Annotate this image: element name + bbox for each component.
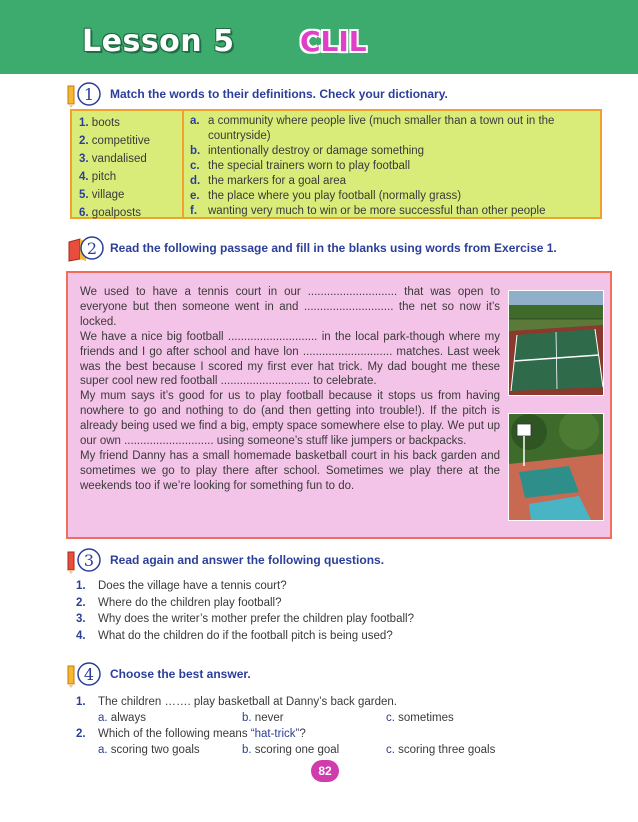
word-list: [79, 114, 150, 222]
definition-item: d. the markers for a goal area: [190, 175, 347, 187]
reading-passage: [80, 285, 500, 494]
mcq-options: [76, 742, 596, 758]
subject-title: CLIL: [300, 25, 367, 58]
question-item: 2. Where do the children play football?: [76, 596, 282, 609]
book-number-icon: [66, 234, 106, 262]
question-item: 3. Why does the writer’s mother prefer the children play football?: [76, 613, 414, 625]
exercise-4-heading: [66, 660, 251, 688]
definition-list: [190, 114, 598, 219]
word-item: 5. village: [79, 189, 125, 201]
exercise-number: 4: [83, 665, 95, 684]
exercise-instruction: Match the words to their definitions. Check your dictionary.: [110, 87, 448, 101]
question-item: 4. What do the children do if the football pitch is being used?: [76, 629, 393, 642]
definition-item: f. wanting very much to win or be more successful than other people: [190, 205, 546, 217]
definition-item: e. the place where you play football (normally grass): [190, 190, 462, 202]
tennis-court-photo: [508, 290, 604, 396]
word-item: 6. goalposts: [79, 207, 142, 219]
exercise-instruction: Choose the best answer.: [110, 667, 251, 681]
exercise-instruction: Read again and answer the following questions.: [110, 553, 385, 567]
option-a[interactable]: a. scoring two goals: [98, 744, 200, 756]
pencil-number-icon: [66, 80, 106, 108]
mcq-options: [76, 710, 596, 726]
reading-passage-box: [66, 271, 612, 539]
passage-paragraph: We used to have a tennis court in our ............................ that was open to everyone but then someone went in and ............................ the net so now it’s locked.: [80, 286, 500, 328]
mcq-stem: 2. Which of the following means “hat-trick”?: [76, 728, 306, 740]
exercise-number: 1: [83, 85, 95, 104]
question-list: [76, 578, 414, 644]
exercise-2-heading: [66, 234, 557, 262]
word-item: 1. boots: [79, 117, 120, 129]
option-b[interactable]: b. never: [242, 712, 284, 724]
passage-paragraph: We have a nice big football ............................ in the local park-though where my friends and I go after school and have lon ............................ matches. Last week was the best because I scored my first ever hat trick. My dad bought me these super cool new red football ............................ to celebrate.: [80, 330, 500, 388]
passage-paragraph: My friend Danny has a small homemade basketball court in his back garden and sometimes we go to play there after school. Sometimes we play there at the weekends too if we’re looking for something fun to do.: [80, 449, 500, 492]
option-c[interactable]: c. scoring three goals: [386, 744, 496, 756]
option-c[interactable]: c. sometimes: [386, 712, 454, 724]
word-item: 3. vandalised: [79, 153, 147, 165]
pencil-number-icon: [66, 660, 106, 688]
pencil-number-icon: [66, 546, 106, 574]
exercise-instruction: Read the following passage and fill in the blanks using words from Exercise 1.: [110, 241, 557, 255]
exercise-number: 2: [86, 239, 98, 258]
lesson-title: Lesson 5: [82, 24, 235, 59]
passage-paragraph: My mum says it’s good for us to play football because it stops us from having nowhere to go and nothing to do (and then getting into trouble!). If the pitch is already being used we find a big, empty space somewhere else to play. We put up our own ............................ using someone’s stuff like jumpers or backpacks.: [80, 390, 500, 448]
mcq-stem: 1. The children ……. play basketball at Danny’s back garden.: [76, 696, 397, 708]
option-b[interactable]: b. scoring one goal: [242, 744, 340, 756]
word-item: 4. pitch: [79, 171, 117, 183]
option-a[interactable]: a. always: [98, 712, 146, 724]
lesson-header: [0, 0, 638, 74]
exercise-number: 3: [83, 551, 95, 570]
definition-item: a. a community where people live (much smaller than a town out in the countryside): [190, 115, 555, 142]
backyard-basketball-photo: [508, 413, 604, 521]
word-item: 2. competitive: [79, 135, 150, 147]
multiple-choice: [76, 694, 596, 758]
question-item: 1. Does the village have a tennis court?: [76, 580, 287, 592]
match-table: [70, 109, 602, 219]
definition-item: b. intentionally destroy or damage something: [190, 145, 425, 157]
exercise-1-heading: [66, 80, 448, 108]
column-divider: [182, 111, 184, 217]
definition-item: c. the special trainers worn to play football: [190, 160, 410, 172]
exercise-3-heading: [66, 546, 384, 574]
page-number: 82: [311, 760, 339, 782]
